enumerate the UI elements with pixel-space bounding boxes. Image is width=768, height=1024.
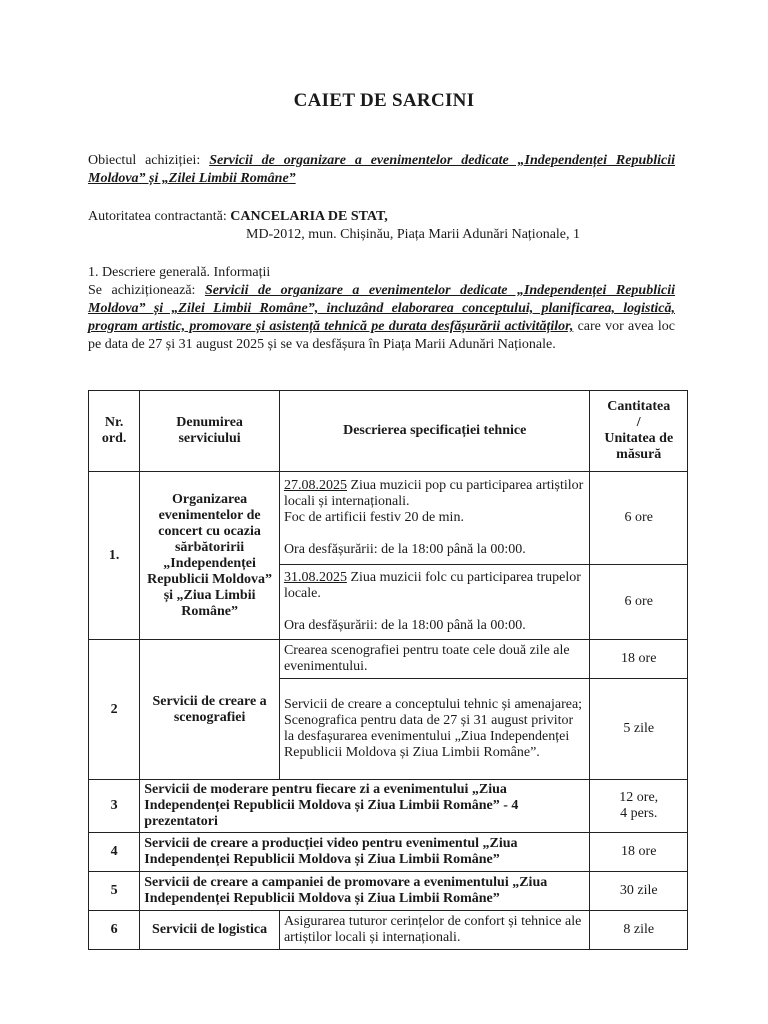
header-qty [590,391,688,472]
row6-name: Servicii de logistica [140,911,280,950]
row1-qty-a: 6 ore [590,472,688,565]
row1-desc-b [279,565,590,640]
row1-time-a: Ora desfășurării: de la 18:00 până la 00:00. [283,542,526,557]
row1-text-b: Ziua muzicii folc cu participarea trupelor locale. [283,570,581,601]
objective-label: Obiectul achiziției: [88,153,201,168]
section1-emph: Servicii de organizare a evenimentelor dedicate „Independenței Republicii Moldova” și „Zilei Limbii Române”, incluzând elaborarea conceptului, planificarea, logistică, program artistic, promovare și asistență tehnică pe durata desfășurării activităților, [88,283,675,334]
row2-qty-a: 18 ore [590,640,688,679]
row1-date-a: 27.08.2025 [283,478,347,493]
row6-text: Asigurarea tuturor cerințelor de confort și tehnice ale artiștilor locali și internaționali. [279,911,590,950]
row3-qty [590,780,688,833]
row3-nr: 3 [89,780,140,833]
table-row [89,780,688,833]
row1-text-a: Ziua muzicii pop cu participarea artiștilor locali și internaționali. [283,478,584,509]
header-desc: Descrierea specificației tehnice [279,391,590,472]
table-row [89,472,688,565]
row1-name: Organizarea evenimentelor de concert cu ocazia sărbătoririi „Independenței Republicii Moldova” și „Ziua Limbii Române” [140,472,280,640]
table-row [89,833,688,872]
authority-address: MD-2012, mun. Chișinău, Piața Marii Adunări Naționale, 1 [246,227,581,242]
row2-nr: 2 [89,640,140,780]
authority-label: Autoritatea contractantă: [88,209,227,224]
authority-paragraph [88,208,675,244]
row6-qty: 8 zile [590,911,688,950]
header-qty-top: Cantitatea [607,399,671,414]
objective-text: Servicii de organizare a evenimentelor dedicate „Independenței Republicii Moldova” și „Zilei Limbii Române” [88,153,675,186]
table-row [89,872,688,911]
row4-nr: 4 [89,833,140,872]
header-qty-sep: / [636,415,641,430]
row2-qty-b: 5 zile [590,679,688,780]
row2-name: Servicii de creare a scenografiei [140,640,280,780]
row3-qty-line2: 4 pers. [620,806,658,821]
row2-line1-b: Servicii de creare a conceptului tehnic și amenajarea; [283,697,583,712]
header-nr: Nr. ord. [89,391,140,472]
header-qty-bottom: Unitatea de măsură [604,431,674,462]
authority-name: CANCELARIA DE STAT, [230,209,388,224]
row5-qty: 30 zile [590,872,688,911]
section1-lead: Se achiziționează: [88,283,196,298]
row2-desc-b [279,679,590,780]
row5-text: Servicii de creare a campaniei de promovare a evenimentului „Ziua Independenței Republicii Moldova și Ziua Limbii Române” [140,872,590,911]
header-name: Denumirea serviciului [140,391,280,472]
page-title: CAIET DE SARCINI [293,90,475,111]
specification-table [88,390,688,950]
table-row [89,911,688,950]
row3-text: Servicii de moderare pentru fiecare zi a evenimentului „Ziua Independenței Republicii Moldova și Ziua Limbii Române” - 4 prezentatori [140,780,590,833]
row2-line2-b: Scenografica pentru data de 27 și 31 august privitor la desfașurarea evenimentului „Ziua Independenței Republicii Moldova și Ziua Limbii Române”. [283,713,574,760]
row1-desc-a [279,472,590,565]
row5-nr: 5 [89,872,140,911]
row1-date-b: 31.08.2025 [283,570,347,585]
table-row [89,640,688,679]
row1-nr: 1. [89,472,140,640]
row1-qty-b: 6 ore [590,565,688,640]
row4-text: Servicii de creare a producției video pentru evenimentul „Ziua Independenței Republicii Moldova și Ziua Limbii Române” [140,833,590,872]
row3-qty-line1: 12 ore, [619,790,659,805]
section1 [88,264,675,354]
row4-qty: 18 ore [590,833,688,872]
section1-rest: care vor avea loc pe data de 27 și 31 august 2025 și se va desfășura în Piața Marii Adunări Naționale. [88,319,675,352]
table-header-row [89,391,688,472]
row1-line2-a: Foc de artificii festiv 20 de min. [283,510,464,525]
row6-nr: 6 [89,911,140,950]
objective-paragraph [88,152,675,188]
section1-heading: 1. Descriere generală. Informații [88,265,271,280]
row2-desc-a: Crearea scenografiei pentru toate cele două zile ale evenimentului. [279,640,590,679]
row1-time-b: Ora desfășurării: de la 18:00 până la 00:00. [283,618,526,633]
